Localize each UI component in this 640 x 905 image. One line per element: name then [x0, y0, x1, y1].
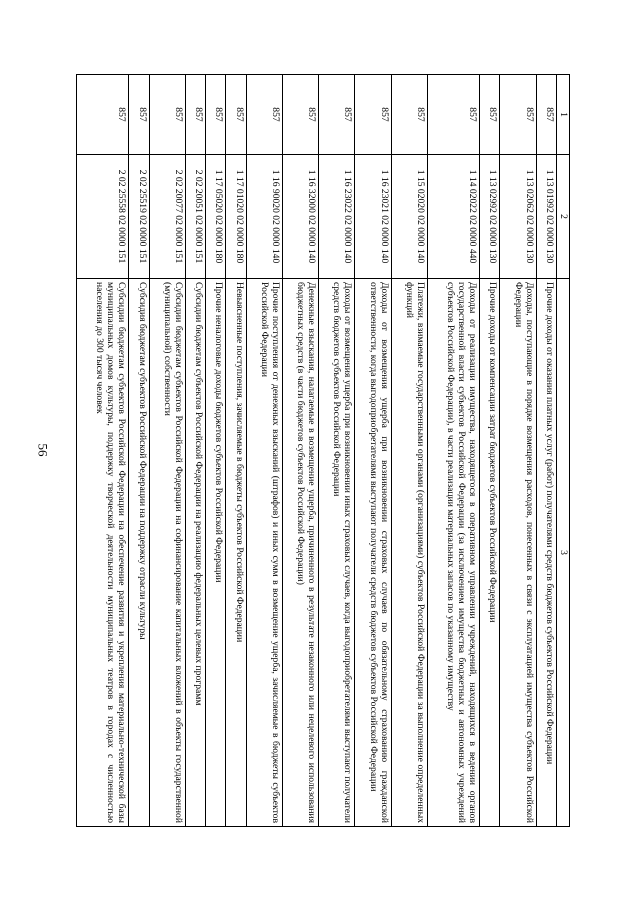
budget-code-cell: 1 15 02020 02 0000 140	[391, 155, 427, 279]
table-row	[149, 75, 185, 827]
table-row	[77, 75, 129, 827]
table-row	[427, 75, 479, 827]
rotated-page	[76, 74, 570, 826]
revenue-name-cell: Субсидии бюджетам субъектов Российской Федерации на реализацию федеральных целевых программ	[185, 279, 205, 827]
revenue-name-cell: Доходы, поступающие в порядке возмещения расходов, понесенных в связи с эксплуатацией имущества субъектов Российской Федерации	[500, 279, 536, 827]
admin-code-cell: 857	[226, 75, 246, 155]
budget-code-cell: 1 16 23021 02 0000 140	[355, 155, 391, 279]
admin-code-cell: 857	[185, 75, 205, 155]
revenue-name-cell: Доходы от реализации имущества, находящегося в оперативном управлении учреждений, находящихся в ведении органов государственной власти субъектов Российской Федерации (за исключением имущества бюджетных и автономных учреждений субъектов Российской Федерации), в части реализации материальных запасов по указанному имуществу	[427, 279, 479, 827]
admin-code-cell: 857	[355, 75, 391, 155]
revenue-name-cell: Прочие доходы от компенсации затрат бюджетов субъектов Российской Федерации	[480, 279, 500, 827]
table-row	[282, 75, 318, 827]
revenue-name-cell: Прочие поступления от денежных взысканий (штрафов) и иных сумм в возмещение ущерба, зачисляемые в бюджеты субъектов Российской Федерации	[246, 279, 282, 827]
revenue-name-cell: Субсидии бюджетам субъектов Российской Федерации на обеспечение развития и укрепления материально-технической базы муниципальных домов культуры, поддержку творческой деятельности муниципальных театров в городах с численностью населения до 300 тысяч человек	[77, 279, 129, 827]
header-row	[557, 75, 570, 827]
revenue-name-cell: Субсидия бюджетам субъектов Российской Федерации на поддержку отрасли культуры	[129, 279, 149, 827]
revenue-name-cell: Прочие доходы от оказания платных услуг (работ) получателями средств бюджетов субъектов Российской Федерации	[536, 279, 556, 827]
column-header: 2	[557, 155, 570, 279]
admin-code-cell: 857	[206, 75, 226, 155]
admin-code-cell: 857	[77, 75, 129, 155]
admin-code-cell: 857	[536, 75, 556, 155]
table-row	[246, 75, 282, 827]
table-row	[206, 75, 226, 827]
admin-code-cell: 857	[391, 75, 427, 155]
admin-code-cell: 857	[246, 75, 282, 155]
table-row	[536, 75, 556, 827]
column-header: 3	[557, 279, 570, 827]
budget-code-cell: 1 17 05020 02 0000 180	[206, 155, 226, 279]
table-row	[500, 75, 536, 827]
table-row	[185, 75, 205, 827]
revenue-name-cell: Невыясненные поступления, зачисляемые в бюджеты субъектов Российской Федерации	[226, 279, 246, 827]
budget-code-cell: 1 14 02022 02 0000 440	[427, 155, 479, 279]
admin-code-cell: 857	[427, 75, 479, 155]
admin-code-cell: 857	[129, 75, 149, 155]
budget-code-cell: 1 16 23022 02 0000 140	[319, 155, 355, 279]
table-row	[391, 75, 427, 827]
revenue-name-cell: Доходы от возмещения ущерба при возникновении страховых случаев по обязательному страхованию гражданской ответственности, когда выгодоприобретателями выступают получатели средств бюджетов субъектов Российской Федерации	[355, 279, 391, 827]
table-row	[319, 75, 355, 827]
table-row	[129, 75, 149, 827]
revenue-name-cell: Прочие неналоговые доходы бюджетов субъектов Российской Федерации	[206, 279, 226, 827]
table-frame	[76, 74, 570, 826]
budget-code-cell: 2 02 25519 02 0000 151	[129, 155, 149, 279]
revenue-name-cell: Доходы от возмещения ущерба при возникновении иных страховых случаев, когда выгодоприобретателями выступают получатели средств бюджетов субъектов Российской Федерации	[319, 279, 355, 827]
table-row	[480, 75, 500, 827]
column-header: 1	[557, 75, 570, 155]
table-body	[77, 75, 557, 827]
budget-code-cell: 1 17 01020 02 0000 180	[226, 155, 246, 279]
budget-code-cell: 1 13 02992 02 0000 130	[480, 155, 500, 279]
table-row	[226, 75, 246, 827]
budget-code-cell: 2 02 25558 02 0000 151	[77, 155, 129, 279]
budget-code-cell: 1 13 01992 02 0000 130	[536, 155, 556, 279]
page-number: 56	[35, 443, 51, 457]
table-row	[355, 75, 391, 827]
admin-code-cell: 857	[319, 75, 355, 155]
budget-code-cell: 1 16 90020 02 0000 140	[246, 155, 282, 279]
budget-code-cell: 1 16 32000 02 0000 140	[282, 155, 318, 279]
budget-code-cell: 2 02 20051 02 0000 151	[185, 155, 205, 279]
revenue-name-cell: Денежные взыскания, налагаемые в возмещение ущерба, причиненного в результате незаконного или нецелевого использования бюджетных средств (в части бюджетов субъектов Российской Федерации)	[282, 279, 318, 827]
admin-code-cell: 857	[480, 75, 500, 155]
revenue-codes-table	[76, 74, 570, 827]
budget-code-cell: 1 13 02062 02 0000 130	[500, 155, 536, 279]
admin-code-cell: 857	[149, 75, 185, 155]
revenue-name-cell: Платежи, взимаемые государственными органами (организациями) субъектов Российской Федерации за выполнение определенных функций	[391, 279, 427, 827]
revenue-name-cell: Субсидии бюджетам субъектов Российской Федерации на софинансирование капитальных вложений в объекты государственной (муниципальной) собственности	[149, 279, 185, 827]
admin-code-cell: 857	[282, 75, 318, 155]
budget-code-cell: 2 02 20077 02 0000 151	[149, 155, 185, 279]
admin-code-cell: 857	[500, 75, 536, 155]
